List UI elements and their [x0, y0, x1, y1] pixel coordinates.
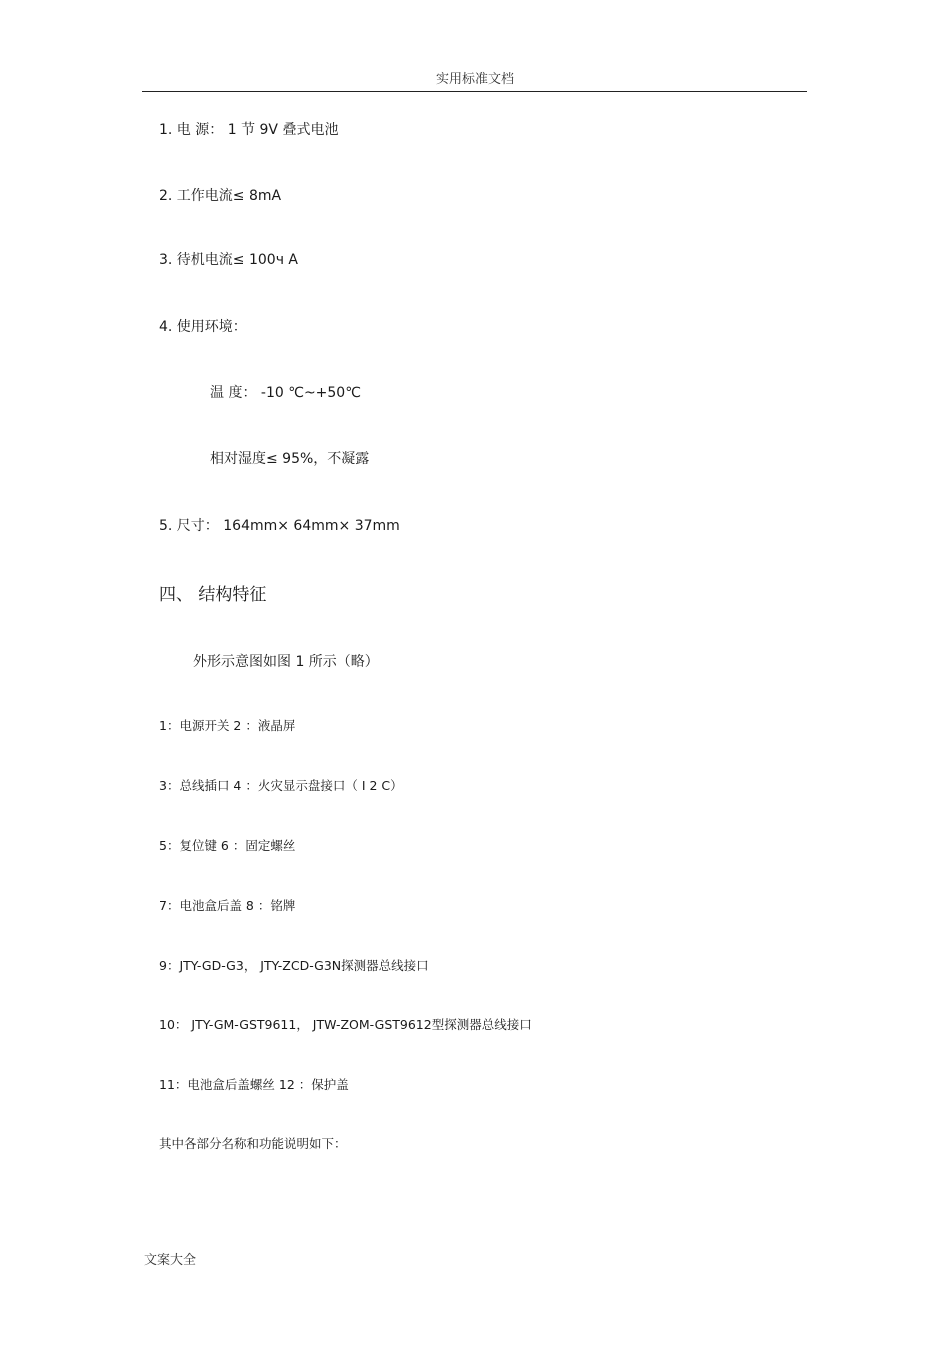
header-divider — [142, 91, 807, 92]
closing-text: 其中各部分名称和功能说明如下： — [159, 1136, 347, 1151]
spec-temperature: 温 度： -10 ℃~+50℃ — [210, 385, 361, 401]
part-line-1: 1：电源开关 2 ：液晶屏 — [159, 718, 296, 733]
part-line-5: 9：JTY-GD-G3， JTY-ZCD-G3N探测器总线接口 — [159, 958, 429, 973]
section-heading: 四、 结构特征 — [159, 585, 267, 605]
spec-humidity: 相对湿度≤ 95%，不凝露 — [210, 451, 370, 467]
part-line-4: 7：电池盒后盖 8 ：铭牌 — [159, 898, 296, 913]
spec-environment: 4. 使用环境： — [159, 319, 247, 335]
page-footer: 文案大全 — [144, 1253, 197, 1268]
spec-dimensions: 5. 尺寸： 164mm× 64mm× 37mm — [159, 518, 400, 534]
part-line-7: 11：电池盒后盖螺丝 12 ：保护盖 — [159, 1077, 349, 1092]
part-line-6: 10： JTY-GM-GST9611， JTW-ZOM-GST9612型探测器总线接口 — [159, 1017, 532, 1032]
spec-standby-current: 3. 待机电流≤ 100ч A — [159, 252, 299, 268]
page-header-title: 实用标准文档 — [435, 72, 514, 87]
part-line-2: 3：总线插口 4 ：火灾显示盘接口（ I 2 C） — [159, 778, 403, 793]
spec-power: 1. 电 源： 1 节 9V 叠式电池 — [159, 122, 339, 138]
spec-working-current: 2. 工作电流≤ 8mA — [159, 188, 282, 204]
part-line-3: 5：复位键 6 ：固定螺丝 — [159, 838, 296, 853]
section-intro: 外形示意图如图 1 所示（略） — [193, 654, 379, 670]
